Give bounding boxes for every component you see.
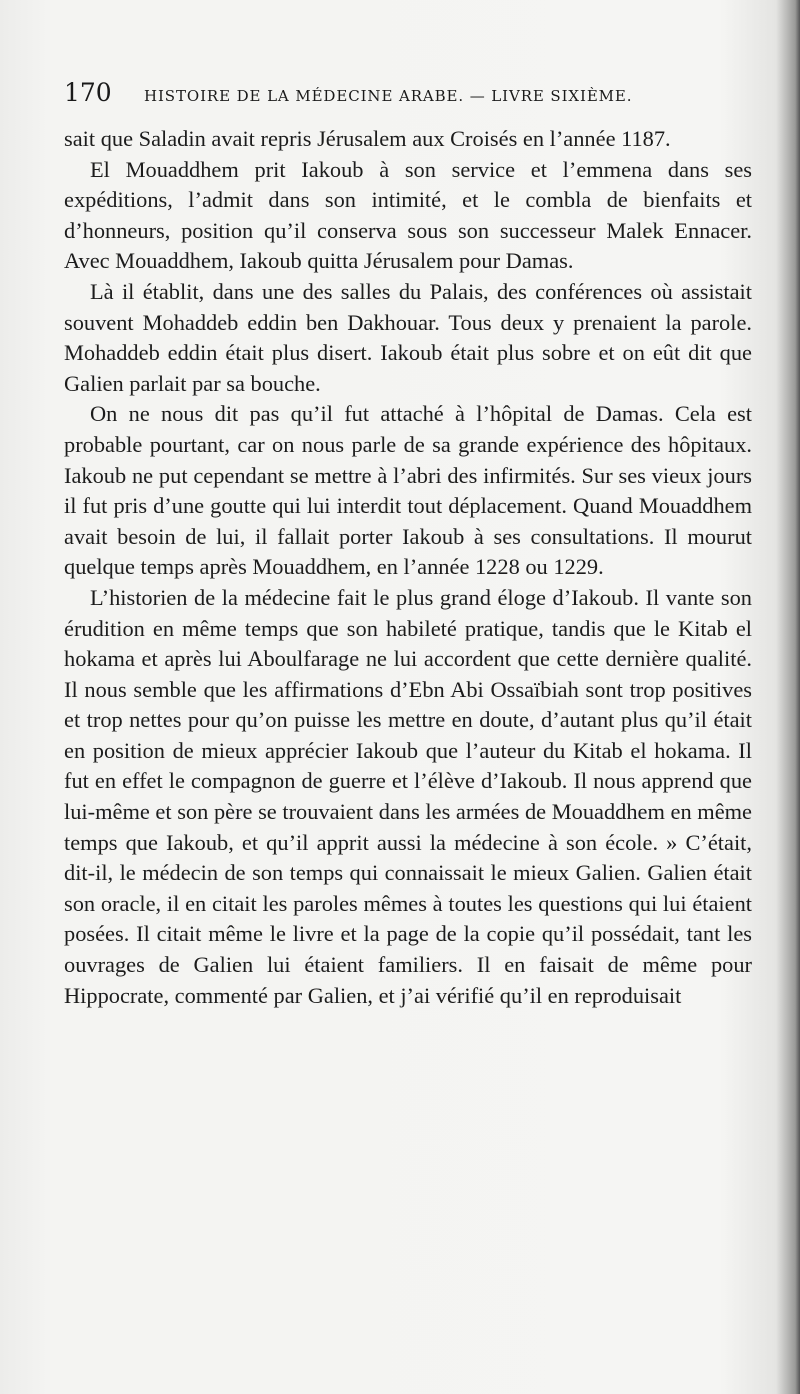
body-text — [64, 124, 752, 1011]
page-number: 170 — [64, 78, 112, 107]
paragraph: El Mouaddhem prit Iakoub à son service et l’emmena dans ses expéditions, l’admit dans son intimité, et le combla de bienfaits et d’honneurs, position qu’il conserva sous son successeur Malek Ennacer. Avec Mouaddhem, Iakoub quitta Jérusalem pour Damas. — [64, 156, 752, 274]
paragraph: sait que Saladin avait repris Jérusalem aux Croisés en l’année 1187. — [64, 126, 671, 151]
paragraph: L’historien de la médecine fait le plus grand éloge d’Iakoub. Il vante son érudition en même temps que son habileté pratique, tandis que le Kitab el hokama et après lui Aboulfarage ne lui accordent que cette dernière qualité. Il nous semble que les affirmations d’Ebn Abi Ossaïbiah sont trop positives et trop nettes pour qu’on puisse les mettre en doute, d’autant plus qu’il était en position de mieux apprécier Iakoub que l’auteur du Kitab el hokama. Il fut en effet le compagnon de guerre et l’élève d’Iakoub. Il nous apprend que lui-même et son père se trouvaient dans les armées de Mouaddhem en même temps que Iakoub, et qu’il apprit aussi la médecine à son école. » C’était, dit-il, le médecin de son temps qui connaissait le mieux Galien. Galien était son oracle, il en citait les paroles mêmes à toutes les questions qui lui étaient posées. Il citait même le livre et la page de la copie qu’il possédait, tant les ouvrages de Galien lui étaient familiers. Il en faisait de même pour Hippocrate, commenté par Galien, et j’ai vérifié qu’il en reproduisait — [64, 584, 752, 1008]
paragraph: Là il établit, dans une des salles du Palais, des conférences où assistait souvent Mohaddeb eddin ben Dakhouar. Tous deux y prenaient la parole. Mohaddeb eddin était plus disert. Iakoub était plus sobre et on eût dit que Galien parlait par sa bouche. — [64, 278, 752, 396]
paragraph: On ne nous dit pas qu’il fut attaché à l’hôpital de Damas. Cela est probable pourtant, car on nous parle de sa grande expérience des hôpitaux. Iakoub ne put cependant se mettre à l’abri des infirmités. Sur ses vieux jours il fut pris d’une goutte qui lui interdit tout déplacement. Quand Mouaddhem avait besoin de lui, il fallait porter Iakoub à ses consultations. Il mourut quelque temps après Mouaddhem, en l’année 1228 ou 1229. — [64, 401, 752, 580]
page-header — [64, 78, 754, 108]
running-head: HISTOIRE DE LA MÉDECINE ARABE. — LIVRE SIXIÈME. — [144, 87, 633, 105]
